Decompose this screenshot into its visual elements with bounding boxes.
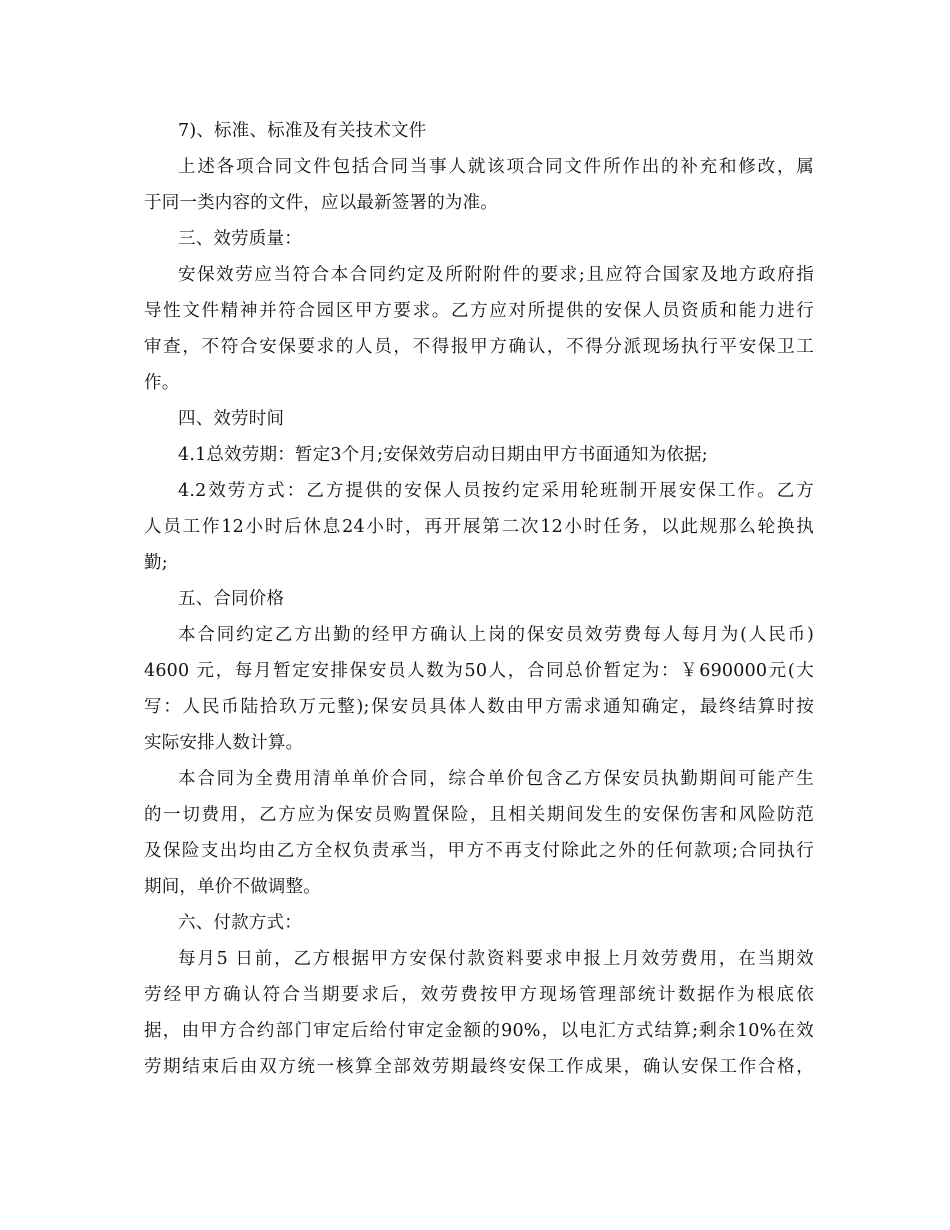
doc-line: 7)、标准、标准及有关技术文件 <box>178 121 427 141</box>
doc-line: 写：人民币陆拾玖万元整);保安员具体人数由甲方需求通知确定，最终结算时按 <box>144 697 814 717</box>
section-heading: 五、合同价格 <box>178 589 285 609</box>
doc-line: 劳期结束后由双方统一核算全部效劳期最终安保工作成果，确认安保工作合格， <box>144 1057 814 1077</box>
doc-line: 审查，不符合安保要求的人员，不得报甲方确认，不得分派现场执行平安保卫工 <box>144 337 814 357</box>
doc-line: 作。 <box>144 373 180 393</box>
doc-line: 据，由甲方合约部门审定后给付审定金额的90%，以电汇方式结算;剩余10%在效 <box>144 1021 814 1041</box>
doc-line: 实际安排人数计算。 <box>144 733 304 753</box>
doc-line: 于同一类内容的文件，应以最新签署的为准。 <box>144 193 498 213</box>
doc-line: 劳经甲方确认符合当期要求后，效劳费按甲方现场管理部统计数据作为根底依 <box>144 985 814 1005</box>
doc-line: 4.2效劳方式：乙方提供的安保人员按约定采用轮班制开展安保工作。乙方 <box>178 481 814 501</box>
doc-line: 上述各项合同文件包括合同当事人就该项合同文件所作出的补充和修改，属 <box>178 157 814 177</box>
doc-line: 导性文件精神并符合园区甲方要求。乙方应对所提供的安保人员资质和能力进行 <box>144 301 814 321</box>
doc-line: 4.1总效劳期：暂定3个月;安保效劳启动日期由甲方书面通知为依据; <box>178 445 708 465</box>
doc-line: 勤; <box>144 553 168 573</box>
section-heading: 四、效劳时间 <box>178 409 285 429</box>
section-heading: 六、付款方式： <box>178 913 302 933</box>
doc-line: 4600 元，每月暂定安排保安员人数为50人，合同总价暂定为：￥690000元(大 <box>144 661 814 681</box>
doc-line: 每月5 日前，乙方根据甲方安保付款资料要求申报上月效劳费用，在当期效 <box>178 949 814 969</box>
doc-line: 的一切费用，乙方应为保安员购置保险，且相关期间发生的安保伤害和风险防范 <box>144 805 814 825</box>
doc-line: 本合同为全费用清单单价合同，综合单价包含乙方保安员执勤期间可能产生 <box>178 769 814 789</box>
doc-line: 人员工作12小时后休息24小时，再开展第二次12小时任务，以此规那么轮换执 <box>144 517 814 537</box>
doc-line: 及保险支出均由乙方全权负责承当，甲方不再支付除此之外的任何款项;合同执行 <box>144 841 814 861</box>
doc-line: 期间，单价不做调整。 <box>144 877 321 897</box>
doc-line: 安保效劳应当符合本合同约定及所附附件的要求;且应符合国家及地方政府指 <box>178 265 814 285</box>
doc-line: 本合同约定乙方出勤的经甲方确认上岗的保安员效劳费每人每月为(人民币) <box>178 625 814 645</box>
section-heading: 三、效劳质量： <box>178 229 302 249</box>
